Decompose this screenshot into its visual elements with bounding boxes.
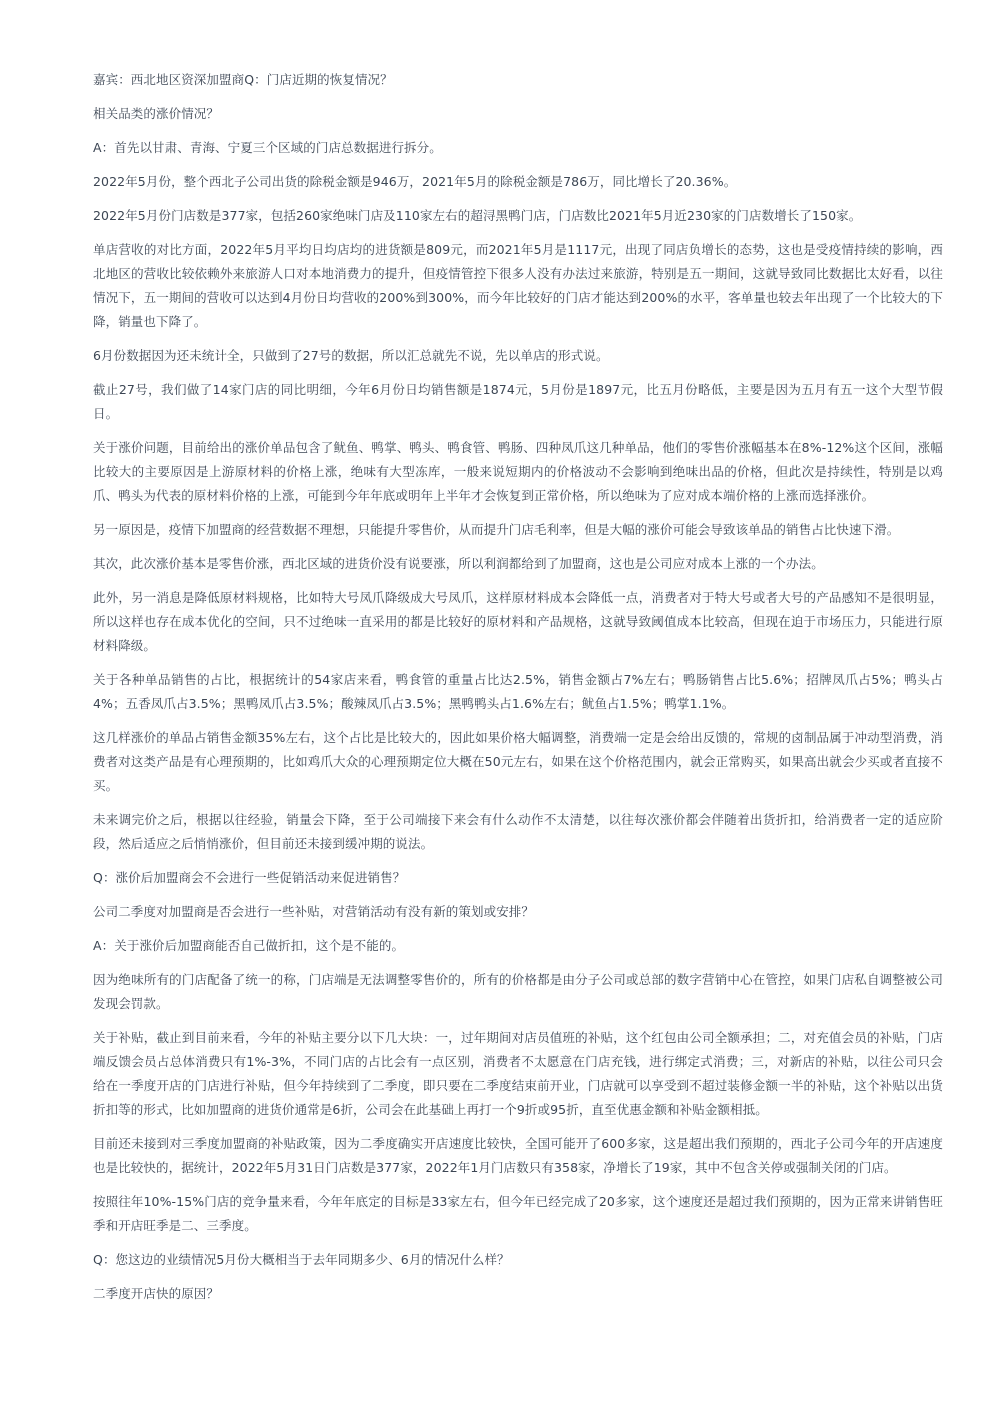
paragraph-question-price: 相关品类的涨价情况？ [93,106,220,121]
paragraph-unified-scale: 因为绝味所有的门店配备了统一的称，门店端是无法调整零售价的，所有的价格都是由分子公司或总部的数字营销中心在管控，如果门店私自调整被公司发现会罚款。 [93,972,943,1011]
paragraph-share-impact: 这几样涨价的单品占销售金额35%左右，这个占比是比较大的，因此如果价格大幅调整，消费端一定是会给出反馈的，常规的卤制品属于冲动型消费，消费者对这类产品是有心理预期的，比如鸡爪大众的心理预期定位大概在50元左右，如果在这个价格范围内，就会正常购买，如果高出就会少买或者直接不买。 [93,730,943,793]
paragraph-material-downgrade: 此外，另一消息是降低原材料规格，比如特大号凤爪降级成大号凤爪，这样原材料成本会降低一点，消费者对于特大号或者大号的产品感知不是很明显，所以这样也存在成本优化的空间，只不过绝味一直采用的都是比较好的原材料和产品规格，这就导致阈值成本比较高，但现在迫于市场压力，只能进行原材料降级。 [93,590,943,653]
paragraph-guest-question: 嘉宾：西北地区资深加盟商Q：门店近期的恢复情况？ [93,72,393,87]
paragraph-may-sales: 2022年5月份，整个西北子公司出货的除税金额是946万，2021年5月的除税金额是786万，同比增长了20.36%。 [93,174,737,189]
paragraph-june-daily-sales: 截止27号，我们做了14家门店的同比明细，今年6月份日均销售额是1874元，5月份是1897元，比五月份略低，主要是因为五月有五一这个大型节假日。 [93,382,943,421]
paragraph-question-promotion: Q：涨价后加盟商会不会进行一些促销活动来促进销售？ [93,870,406,885]
paragraph-another-reason: 另一原因是，疫情下加盟商的经营数据不理想，只能提升零售价，从而提升门店毛利率，但是大幅的涨价可能会导致该单品的销售占比快速下滑。 [93,522,900,537]
document-body [93,68,943,1316]
paragraph-price-increase: 关于涨价问题，目前给出的涨价单品包含了鱿鱼、鸭掌、鸭头、鸭食管、鸭肠、四种凤爪这几种单品，他们的零售价涨幅基本在8%-12%这个区间，涨幅比较大的主要原因是上游原材料的价格上涨，绝味有大型冻库，一般来说短期内的价格波动不会影响到绝味出品的价格，但此次是持续性，特别是以鸡爪、鸭头为代表的原材料价格的上涨，可能到今年年底或明年上半年才会恢复到正常价格，所以绝味为了应对成本端价格的上涨而选择涨价。 [93,440,943,503]
paragraph-question-q2-opening: 二季度开店快的原因？ [93,1286,220,1301]
paragraph-answer-intro: A：首先以甘肃、青海、宁夏三个区域的门店总数据进行拆分。 [93,140,442,155]
paragraph-single-store-revenue: 单店营收的对比方面，2022年5月平均日均店均的进货额是809元，而2021年5月是1117元，出现了同店负增长的态势，这也是受疫情持续的影响，西北地区的营收比较依赖外来旅游人口对本地消费力的提升，但疫情管控下很多人没有办法过来旅游，特别是五一期间，这就导致同比数据比太好看，以往情况下，五一期间的营收可以达到4月份日均营收的200%到300%，而今年比较好的门店才能达到200%的水平，客单量也较去年出现了一个比较大的下降，销量也下降了。 [93,242,943,329]
paragraph-q3-policy: 目前还未接到对三季度加盟商的补贴政策，因为二季度确实开店速度比较快，全国可能开了600多家，这是超出我们预期的，西北子公司今年的开店速度也是比较快的，据统计，2022年5月31日门店数是377家，2022年1月门店数只有358家，净增长了19家，其中不包含关停或强制关闭的门店。 [93,1136,943,1175]
paragraph-question-performance: Q：您这边的业绩情况5月份大概相当于去年同期多少、6月的情况什么样？ [93,1252,510,1267]
paragraph-item-share: 关于各种单品销售的占比，根据统计的54家店来看，鸭食管的重量占比达2.5%，销售金额占7%左右；鸭肠销售占比5.6%；招牌凤爪占5%；鸭头占4%；五香凤爪占3.5%；黑鸭凤爪占3.5%；酸辣凤爪占3.5%；黑鸭鸭头占1.6%左右；鱿鱼占1.5%；鸭掌1.1%。 [93,672,943,711]
paragraph-store-count: 2022年5月份门店数是377家，包括260家绝味门店及110家左右的超浔黑鸭门店，门店数比2021年5月近230家的门店数增长了150家。 [93,208,862,223]
paragraph-answer-discount: A：关于涨价后加盟商能否自己做折扣，这个是不能的。 [93,938,405,953]
paragraph-question-subsidy: 公司二季度对加盟商是否会进行一些补贴，对营销活动有没有新的策划或安排？ [93,904,535,919]
paragraph-retail-price: 其次，此次涨价基本是零售价涨，西北区域的进货价没有说要涨，所以利润都给到了加盟商，这也是公司应对成本上涨的一个办法。 [93,556,824,571]
paragraph-june-data: 6月份数据因为还未统计全，只做到了27号的数据，所以汇总就先不说，先以单店的形式说。 [93,348,609,363]
paragraph-target: 按照往年10%-15%门店的竞争量来看，今年年底定的目标是33家左右，但今年已经完成了20多家，这个速度还是超过我们预期的，因为正常来讲销售旺季和开店旺季是二、三季度。 [93,1194,943,1233]
paragraph-future-adjustment: 未来调完价之后，根据以往经验，销量会下降，至于公司端接下来会有什么动作不太清楚，以往每次涨价都会伴随着出货折扣，给消费者一定的适应阶段，然后适应之后悄悄涨价，但目前还未接到缓冲期的说法。 [93,812,943,851]
paragraph-subsidy-details: 关于补贴，截止到目前来看，今年的补贴主要分以下几大块：一，过年期间对店员值班的补贴，这个红包由公司全额承担；二，对充值会员的补贴，门店端反馈会员占总体消费只有1%-3%，不同门店的占比会有一点区别，消费者不太愿意在门店充钱，进行绑定式消费；三，对新店的补贴，以往公司只会给在一季度开店的门店进行补贴，但今年持续到了二季度，即只要在二季度结束前开业，门店就可以享受到不超过装修金额一半的补贴，这个补贴以出货折扣等的形式，比如加盟商的进货价通常是6折，公司会在此基础上再打一个9折或95折，直至优惠金额和补贴金额相抵。 [93,1030,943,1117]
